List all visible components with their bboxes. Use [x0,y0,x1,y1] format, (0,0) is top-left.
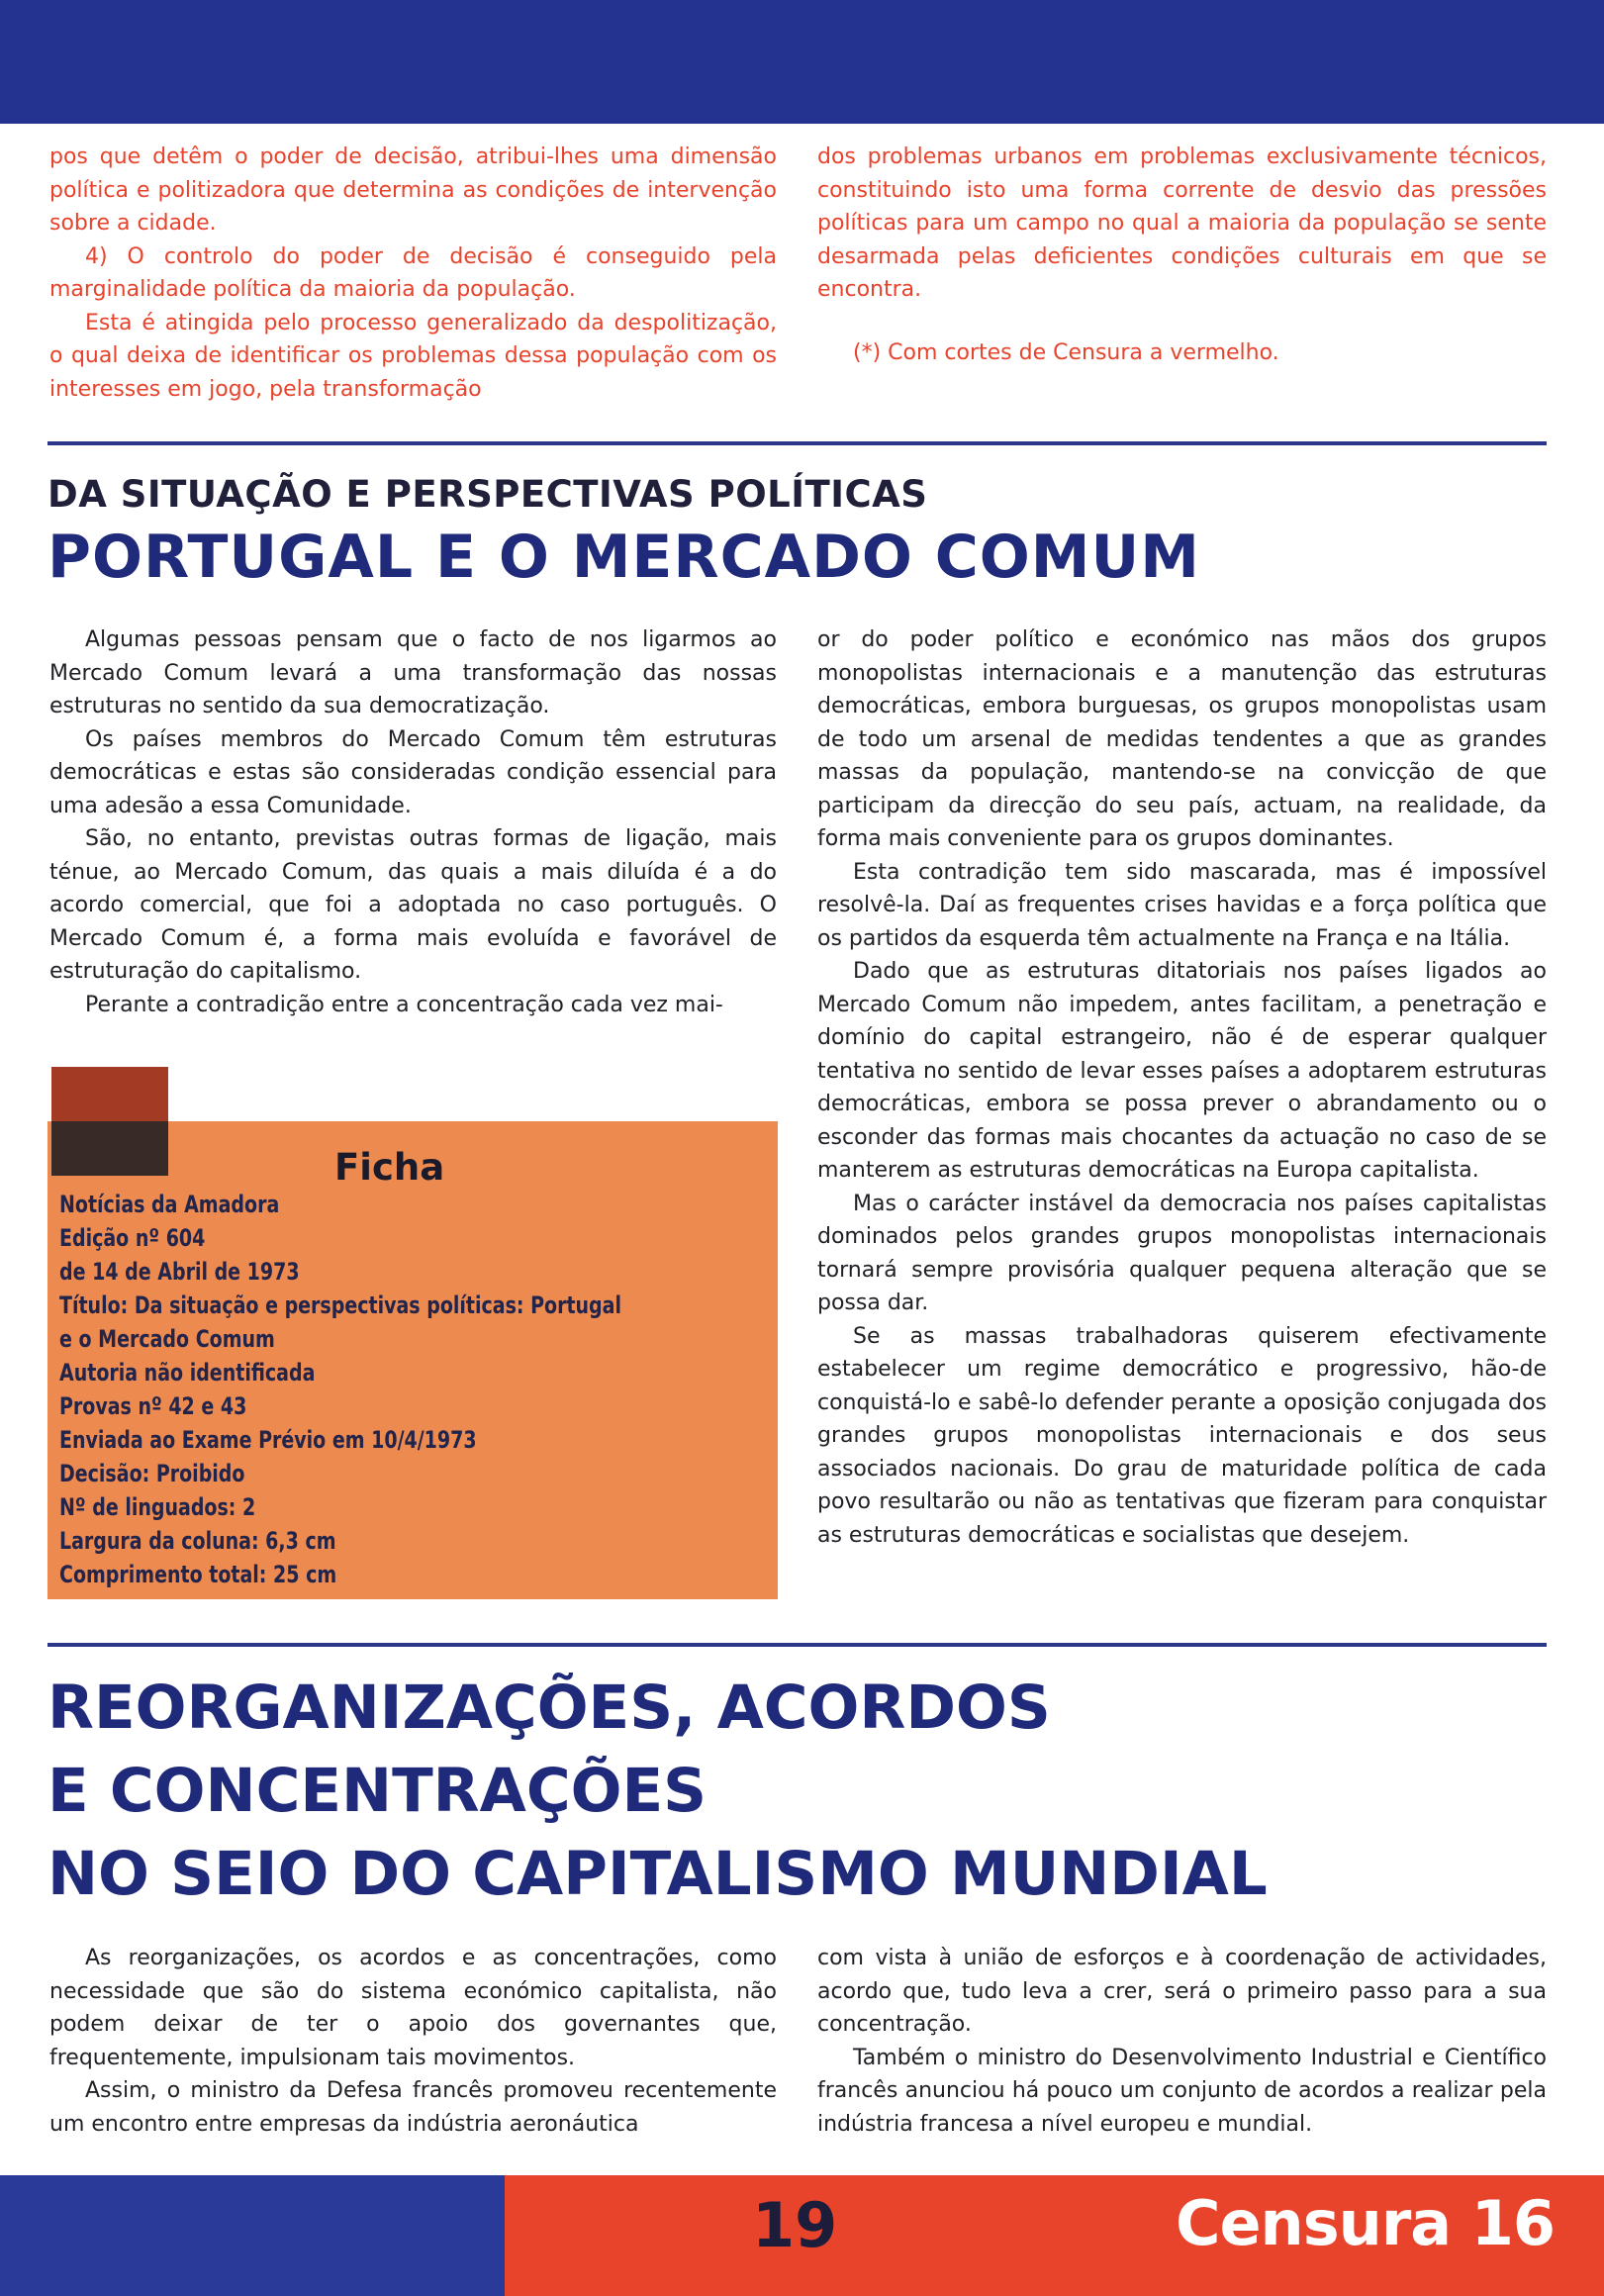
paragraph: As reorganizações, os acordos e as concentrações, como necessidade que são do sistema económico capitalista, não podem deixar de ter o apoio dos governantes que, frequentemente, impulsionam tais movimentos. [49,1946,777,2070]
paragraph: São, no entanto, previstas outras formas de ligação, mais ténue, ao Mercado Comum, das quais a mais diluída é a do acordo comercial, que foi a adoptada no caso português. O Mercado Comum é, a forma mais evoluída e favorável de estruturação do capitalismo. [49,826,777,984]
footer-band-blue [0,2175,505,2296]
paragraph: Os países membros do Mercado Comum têm estruturas democráticas e estas são consideradas condição essencial para uma adesão a essa Comunidade. [49,726,777,818]
paragraph: Se as massas trabalhadoras quiserem efectivamente estabelecer um regime democrático e progressivo, hão-de conquistá-lo e sabê-lo defender perante a oposição conjugada dos grandes grupos monopolistas internacionais e dos seus associados nacionais. Do grau de maturidade política de cada povo resultarão ou não as tentativas que fizeram para conquistar as estruturas democráticas e socialistas que desejem. [817,1323,1547,1548]
paragraph: pos que detêm o poder de decisão, atribui-lhes uma dimensão política e politizadora que determina as condições de intervenção sobre a cidade. [49,144,777,236]
ficha-line: e o Mercado Comum [59,1325,275,1353]
ficha-line: Autoria não identificada [59,1359,316,1387]
paragraph: Assim, o ministro da Defesa francês promoveu recentemente um encontro entre empresas da indústria aeronáutica [49,2078,777,2137]
article1-right-column [817,623,1547,1552]
ficha-line: Comprimento total: 25 cm [59,1561,337,1588]
ficha-line: Enviada ao Exame Prévio em 10/4/1973 [59,1426,477,1454]
paragraph: com vista à união de esforços e à coordenação de actividades, acordo que, tudo leva a crer, será o primeiro passo para a sua concentração. [817,1946,1547,2037]
ficha-line: Título: Da situação e perspectivas políticas: Portugal [59,1292,621,1319]
ficha-line: Decisão: Proibido [59,1460,245,1487]
paragraph: Mas o carácter instável da democracia nos países capitalistas dominados pelos grandes grupos monopolistas internacionais tornará sempre provisória qualquer pequena alteração que se possa dar. [817,1191,1547,1315]
paragraph: dos problemas urbanos em problemas exclusivamente técnicos, constituindo isto uma forma corrente de desvio das pressões políticas para um campo no qual a maioria da população se sente desarmada pelas deficientes condições culturais em que se encontra. [817,144,1547,302]
section-divider [47,441,1547,445]
paragraph: Algumas pessoas pensam que o facto de nos ligarmos ao Mercado Comum levará a uma transformação das nossas estruturas no sentido da sua democratização. [49,627,777,718]
ficha-title: Ficha [334,1146,445,1189]
ficha-card [47,1067,778,1599]
header-band [0,0,1604,124]
article1-left-column [49,623,777,1021]
top-left-column [49,141,777,406]
ficha-line: Notícias da Amadora [59,1191,280,1218]
paragraph: 4) O controlo do poder de decisão é conseguido pela marginalidade política da maioria da população. [49,243,777,302]
ficha-line: Largura da coluna: 6,3 cm [59,1527,336,1555]
article-kicker: DA SITUAÇÃO E PERSPECTIVAS POLÍTICAS [47,473,928,516]
article2-right-column [817,1942,1547,2141]
article2-title [47,1667,1552,1916]
ficha-tab-dark [51,1121,168,1176]
section-divider [47,1643,1547,1647]
paragraph: Esta é atingida pelo processo generalizado da despolitização, o qual deixa de identificar os problemas dessa população com os interesses em jogo, pela transformação [49,310,777,402]
article2-left-column [49,1942,777,2141]
ficha-line: Edição nº 604 [59,1224,206,1252]
article-title: PORTUGAL E O MERCADO COMUM [47,523,1200,592]
ficha-line: de 14 de Abril de 1973 [59,1258,300,1286]
top-right-column [817,141,1547,369]
ficha-details [59,1188,765,1591]
page-number: 19 [752,2189,838,2261]
title-line: E CONCENTRAÇÕES [47,1756,708,1826]
magazine-title: Censura 16 [1176,2187,1556,2259]
paragraph: Esta contradição tem sido mascarada, mas é impossível resolvê-la. Daí as frequentes crises havidas e a força política que os partidos da esquerda têm actualmente na França e na Itália. [817,859,1547,951]
paragraph: Também o ministro do Desenvolvimento Industrial e Científico francês anunciou há pouco um conjunto de acordos a realizar pela indústria francesa a nível europeu e mundial. [817,2045,1547,2137]
title-line: REORGANIZAÇÕES, ACORDOS [47,1673,1051,1743]
censor-note: (*) Com cortes de Censura a vermelho. [853,339,1279,365]
ficha-line: Nº de linguados: 2 [59,1493,256,1521]
paragraph: or do poder político e económico nas mãos dos grupos monopolistas internacionais e a manutenção das estruturas democráticas, embora burguesas, os grupos monopolistas usam de todo um arsenal de medidas tendentes a que as grandes massas da população, mantendo-se na convicção de que participam da direcção do seu país, actuam, na realidade, da forma mais conveniente para os grupos dominantes. [817,627,1547,851]
ficha-line: Provas nº 42 e 43 [59,1392,247,1420]
paragraph: Perante a contradição entre a concentração cada vez mai- [85,992,723,1017]
title-line: NO SEIO DO CAPITALISMO MUNDIAL [47,1839,1268,1909]
paragraph: Dado que as estruturas ditatoriais nos países ligados ao Mercado Comum não impedem, antes facilitam, a penetração e domínio do capital estrangeiro, não é de esperar qualquer tentativa no sentido de levar esses países a adoptarem estruturas democráticas, embora se possa prever o abrandamento ou o esconder das formas mais chocantes da actuação no caso de se manterem as estruturas democráticas na Europa capitalista. [817,959,1547,1183]
ficha-tab-red [51,1067,168,1121]
